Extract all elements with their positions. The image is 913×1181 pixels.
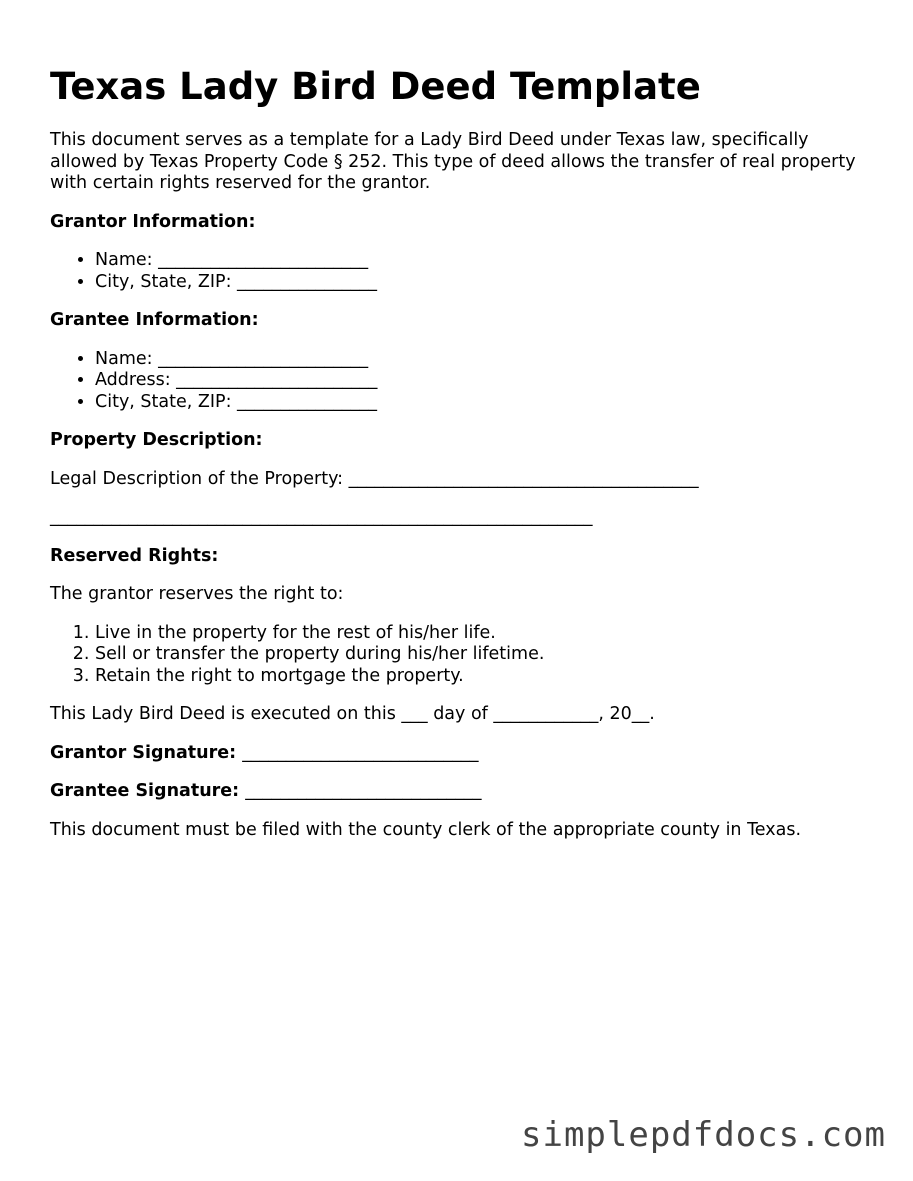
grantee-signature-line <box>50 781 870 803</box>
document-body <box>50 130 870 858</box>
grantor-signature-label: Grantor Signature: <box>50 742 243 763</box>
reserved-right-item: 2. Sell or transfer the property during his/her lifetime. <box>95 644 870 666</box>
property-heading: Property Description: <box>50 430 263 450</box>
intro-paragraph: This document serves as a template for a Lady Bird Deed under Texas law, specifically allowed by Texas Property Code § 252. This type of deed allows the transfer of real property with certain rights reserved for the grantor. <box>50 130 856 193</box>
grantee-address-field: • Address: _______________________ <box>95 370 870 392</box>
grantor-list <box>50 250 870 293</box>
reserved-right-item: 3. Retain the right to mortgage the property. <box>95 666 870 688</box>
execution-statement: This Lady Bird Deed is executed on this ___ day of ____________, 20__. <box>50 704 655 724</box>
page-title: Texas Lady Bird Deed Template <box>50 65 701 108</box>
legal-description-continuation: ______________________________________________________________ <box>50 507 593 527</box>
grantee-signature-blank: ___________________________ <box>245 781 482 801</box>
grantor-name-field: • Name: ________________________ <box>95 250 870 272</box>
grantee-city-field: • City, State, ZIP: ________________ <box>95 392 870 414</box>
grantor-signature-line <box>50 743 870 765</box>
legal-description-field: Legal Description of the Property: ________________________________________ <box>50 468 699 489</box>
grantor-heading: Grantor Information: <box>50 211 256 232</box>
grantee-name-field: • Name: ________________________ <box>95 349 870 371</box>
reserved-rights-list <box>50 623 870 688</box>
grantee-signature-label: Grantee Signature: <box>50 781 246 801</box>
grantor-signature-blank: ___________________________ <box>242 742 479 763</box>
reserved-rights-heading: Reserved Rights: <box>50 545 219 566</box>
grantee-list <box>50 349 870 414</box>
grantee-heading: Grantee Information: <box>50 310 259 330</box>
reserved-right-item: 1. Live in the property for the rest of his/her life. <box>95 623 870 645</box>
reserved-rights-intro: The grantor reserves the right to: <box>50 584 344 604</box>
grantor-city-field: • City, State, ZIP: ________________ <box>95 272 870 294</box>
site-watermark: simplepdfdocs.com <box>521 1115 886 1155</box>
filing-note: This document must be filed with the county clerk of the appropriate county in Texas. <box>50 819 802 840</box>
